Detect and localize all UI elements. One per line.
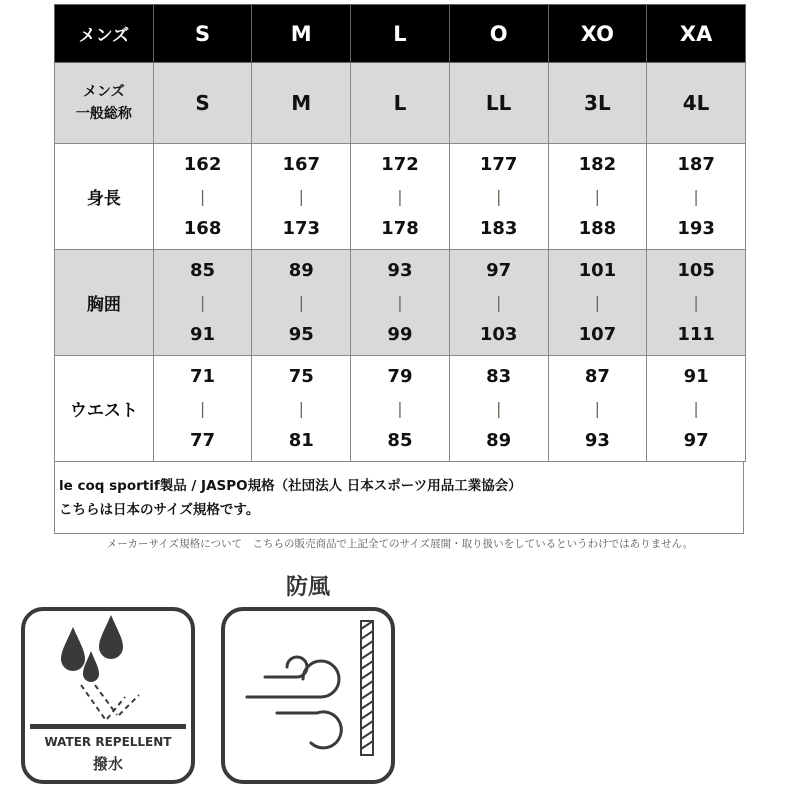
range-cell: 83 | 89 [449,356,548,462]
chest-row [55,250,746,356]
footnote: メーカーサイズ規格について こちらの販売商品で上記全てのサイズ展開・取り扱いをしているというわけではありません。 [106,538,694,550]
size-chart-table [54,4,746,462]
windproof-title: 防風 [285,575,330,600]
waist-row [55,356,746,462]
size-code: XO [548,5,647,63]
size-code: L [351,5,450,63]
size-code: S [153,5,252,63]
water-repellent-badge [21,607,195,784]
range-cell: 177 | 183 [449,144,548,250]
range-cell: 187 | 193 [647,144,746,250]
range-cell: 89 | 95 [252,250,351,356]
range-cell: 97 | 103 [449,250,548,356]
range-cell: 93 | 99 [351,250,450,356]
range-cell: 71 | 77 [153,356,252,462]
general-size: 3L [548,63,647,144]
row-label: ウエスト [55,356,154,462]
range-cell: 75 | 81 [252,356,351,462]
range-cell: 87 | 93 [548,356,647,462]
range-cell: 182 | 188 [548,144,647,250]
size-standard-note [54,462,744,534]
height-row [55,144,746,250]
general-name-label: メンズ 一般総称 [55,63,154,144]
range-cell: 91 | 97 [647,356,746,462]
size-header-row [55,5,746,63]
general-name-row [55,63,746,144]
range-cell: 101 | 107 [548,250,647,356]
size-code: XA [647,5,746,63]
note-line-2: こちらは日本のサイズ規格です。 [59,502,260,518]
general-size: LL [449,63,548,144]
size-code: O [449,5,548,63]
general-size: M [252,63,351,144]
general-size: 4L [647,63,746,144]
water-repellent-label-en: WATER REPELLENT [44,735,172,749]
range-cell: 79 | 85 [351,356,450,462]
row-label: 身長 [55,144,154,250]
water-repellent-icon [25,611,191,731]
general-size: L [351,63,450,144]
windproof-icon [225,611,391,780]
general-size: S [153,63,252,144]
note-line-1: le coq sportif製品 / JASPO規格（社団法人 日本スポーツ用品工業協会） [59,478,522,494]
row-label: 胸囲 [55,250,154,356]
water-repellent-label-ja: 撥水 [92,755,123,773]
range-cell: 172 | 178 [351,144,450,250]
range-cell: 105 | 111 [647,250,746,356]
range-cell: 85 | 91 [153,250,252,356]
windproof-badge [221,607,395,784]
size-code: M [252,5,351,63]
header-label: メンズ [55,5,154,63]
range-cell: 167 | 173 [252,144,351,250]
range-cell: 162 | 168 [153,144,252,250]
